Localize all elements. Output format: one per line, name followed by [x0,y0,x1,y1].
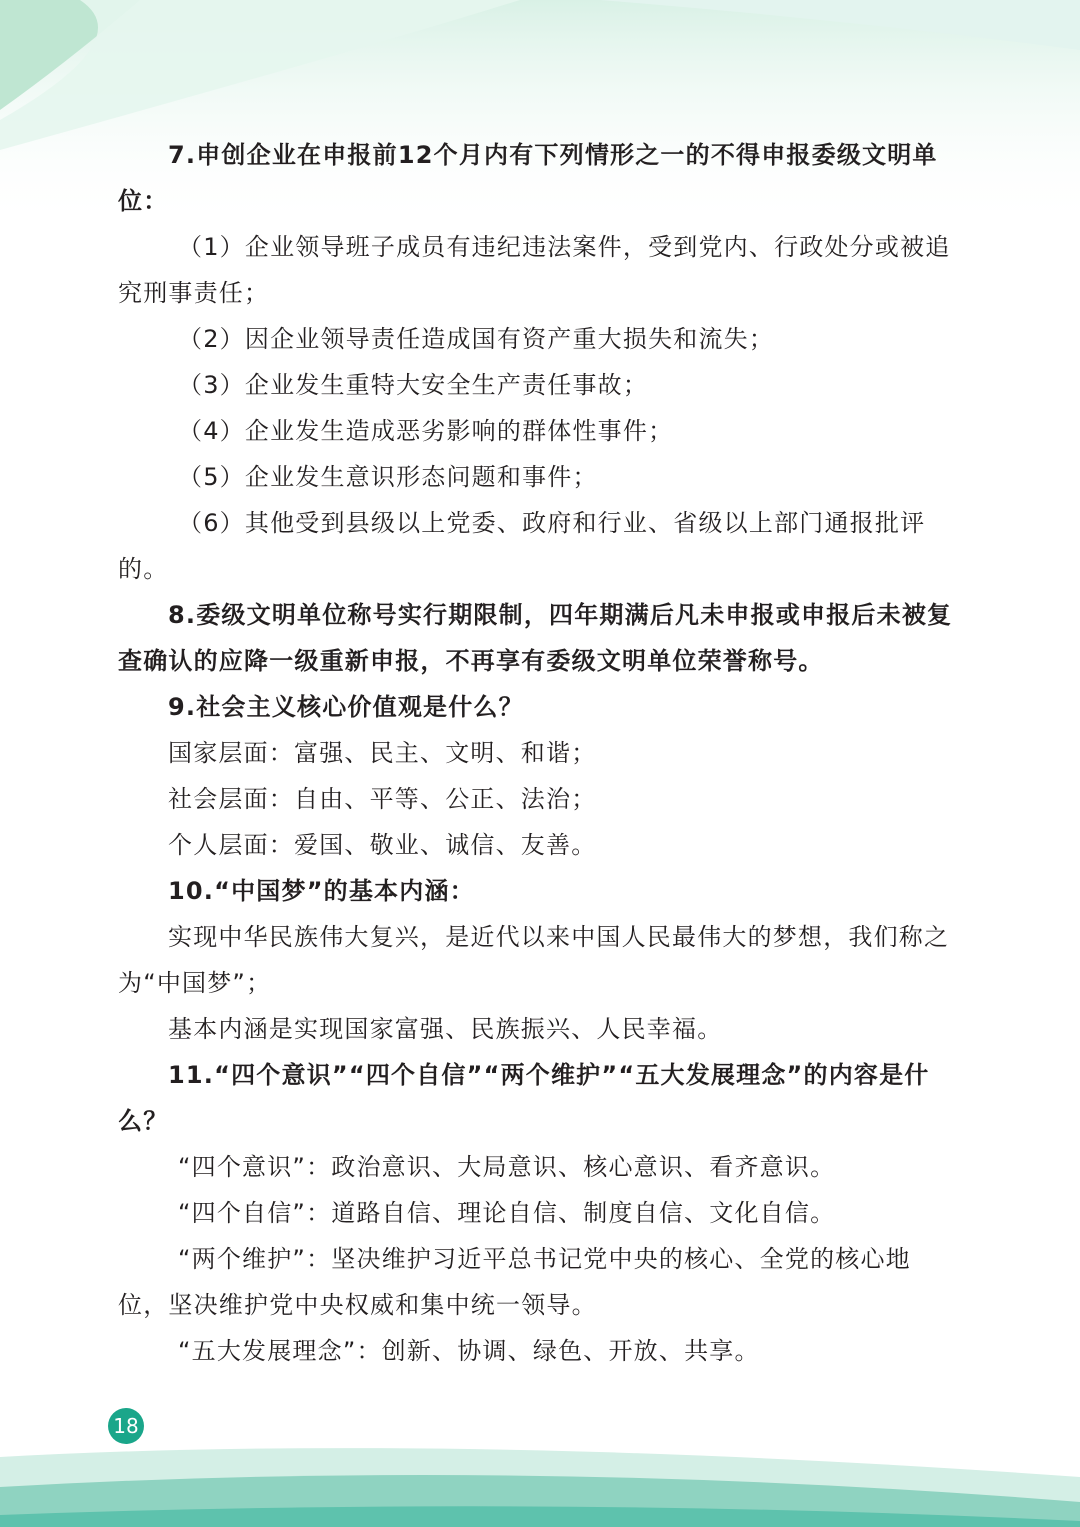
body-paragraph: 社会层面：自由、平等、公正、法治； [168,785,597,813]
body-paragraph: 个人层面：爱国、敬业、诚信、友善。 [168,831,597,859]
body-paragraph: （2）因企业领导责任造成国有资产重大损失和流失； [178,325,775,353]
body-paragraph: （3）企业发生重特大安全生产责任事故； [178,371,649,399]
body-paragraph: （6）其他受到县级以上党委、政府和行业、省级以上部门通报批评的。 [118,509,926,583]
section-heading: 8.委级文明单位称号实行期限制，四年期满后凡未申报或申报后未被复查确认的应降一级重新申报，不再享有委级文明单位荣誉称号。 [118,601,953,675]
section-heading: 10.“中国梦”的基本内涵： [168,877,475,905]
body-paragraph: 国家层面：富强、民主、文明、和谐； [168,739,597,767]
body-paragraph: 实现中华民族伟大复兴，是近代以来中国人民最伟大的梦想，我们称之为“中国梦”； [118,923,950,997]
body-paragraph: “五大发展理念”：创新、协调、绿色、开放、共享。 [178,1337,760,1365]
body-paragraph: （4）企业发生造成恶劣影响的群体性事件； [178,417,674,445]
body-paragraph: “四个意识”：政治意识、大局意识、核心意识、看齐意识。 [178,1153,836,1181]
document-body [118,132,960,1374]
body-paragraph: （1）企业领导班子成员有违纪违法案件，受到党内、行政处分或被追究刑事责任； [118,233,951,307]
section-heading: 9.社会主义核心价值观是什么？ [168,693,524,721]
section-heading: 7.申创企业在申报前12个月内有下列情形之一的不得申报委级文明单位： [118,141,938,215]
bottom-decorative-wave [0,1437,1080,1527]
body-paragraph: （5）企业发生意识形态问题和事件； [178,463,598,491]
page-number: 18 [108,1408,144,1444]
body-paragraph: 基本内涵是实现国家富强、民族振兴、人民幸福。 [168,1015,723,1043]
body-paragraph: “四个自信”：道路自信、理论自信、制度自信、文化自信。 [178,1199,836,1227]
body-paragraph: “两个维护”：坚决维护习近平总书记党中央的核心、全党的核心地位，坚决维护党中央权威和集中统一领导。 [118,1245,911,1319]
section-heading: 11.“四个意识”“四个自信”“两个维护”“五大发展理念”的内容是什么？ [118,1061,930,1135]
